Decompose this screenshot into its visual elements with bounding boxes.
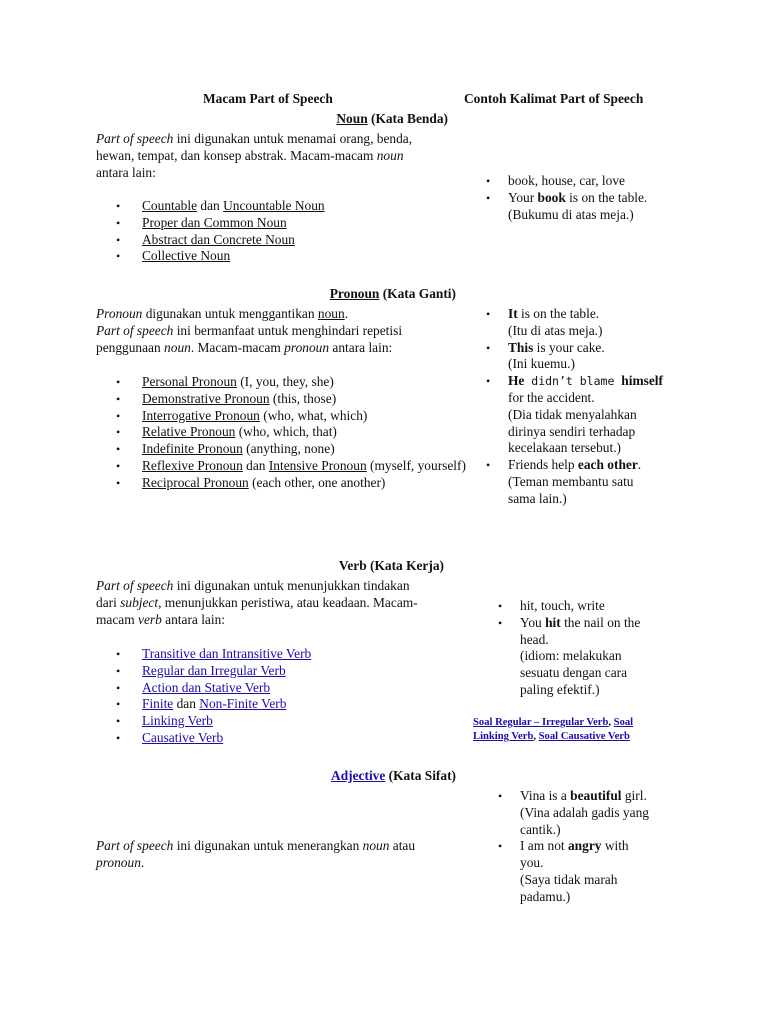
noun-title-word: Noun — [336, 111, 368, 126]
adjective-desc-line-1 — [96, 838, 476, 855]
link-separator: , — [533, 731, 539, 742]
pronoun-desc-line-3 — [96, 340, 466, 357]
list-item — [142, 215, 325, 232]
example-translation: padamu.) — [520, 888, 571, 904]
example-text: didn’t blame — [524, 374, 622, 389]
list-item-text: (who, what, which) — [259, 407, 368, 423]
example-text: the nail on the — [560, 614, 641, 630]
list-item — [142, 696, 311, 713]
desc-text: dari — [96, 594, 121, 610]
example-translation: paling efektif.) — [520, 681, 600, 697]
soal-regular-irregular-link[interactable]: Soal Regular – Irregular Verb — [473, 717, 609, 728]
desc-text: ini digunakan untuk menunjukkan tindakan — [173, 578, 410, 593]
list-item — [142, 424, 472, 441]
pronoun-title — [96, 286, 456, 303]
italic-text: pronoun — [96, 854, 141, 870]
verb-title: Verb (Kata Kerja) — [338, 558, 444, 573]
list-item-text: (this, those) — [269, 390, 337, 406]
linking-verb-link[interactable]: Linking Verb — [142, 713, 213, 729]
example-text: is on the table. — [565, 189, 648, 205]
soal-causative-verb-link[interactable]: Soal Causative Verb — [538, 731, 630, 742]
list-item — [142, 730, 311, 747]
list-item-text: Relative Pronoun — [142, 424, 236, 440]
example-text: is on the table. — [517, 306, 600, 321]
list-item-text: Countable — [142, 198, 198, 213]
pronoun-desc-line-1 — [96, 306, 466, 323]
verb-practice-links — [473, 716, 703, 744]
list-item — [142, 475, 472, 492]
italic-text: verb — [138, 611, 162, 627]
example-translation: (Teman membantu satu — [508, 473, 634, 489]
italic-text: noun — [362, 838, 390, 853]
example-text: for the accident. — [508, 389, 595, 405]
list-item — [520, 838, 700, 905]
desc-text: . — [344, 306, 349, 321]
noun-title — [96, 111, 448, 128]
list-item-text: Uncountable Noun — [223, 198, 325, 213]
transitive-verb-link[interactable]: Transitive dan Intransitive Verb — [142, 646, 312, 661]
example-translation: (Saya tidak marah — [520, 871, 618, 887]
list-item — [508, 340, 698, 374]
example-translation: (Vina adalah gadis yang — [520, 804, 649, 820]
pronoun-examples-list — [508, 306, 698, 508]
example-bold: angry — [567, 838, 602, 854]
list-item — [508, 373, 698, 457]
pronoun-description — [96, 306, 466, 356]
adjective-examples-list — [520, 788, 700, 906]
finite-verb-link[interactable]: Finite — [142, 696, 174, 712]
regular-verb-link[interactable]: Regular dan Irregular Verb — [142, 662, 286, 678]
example-text: is your cake. — [533, 339, 605, 355]
desc-text: ini digunakan untuk menerangkan — [173, 838, 363, 853]
example-translation: sama lain.) — [508, 490, 567, 506]
verb-desc-line-2 — [96, 595, 476, 612]
example-text: you. — [520, 855, 544, 871]
causative-verb-link[interactable]: Causative Verb — [142, 729, 224, 745]
list-item-text: dan — [242, 457, 269, 473]
list-item — [142, 646, 311, 663]
example-translation: (Itu di atas meja.) — [508, 322, 603, 338]
list-item — [520, 598, 700, 615]
adjective-title-rest: (Kata Sifat) — [385, 768, 456, 783]
header-left: Macam Part of Speech — [203, 91, 333, 106]
desc-text: antara lain: — [161, 611, 226, 627]
desc-text: ini bermanfaat untuk menghindari repetisi — [173, 322, 403, 338]
list-item — [142, 680, 311, 697]
pronoun-title-word: Pronoun — [329, 286, 380, 301]
noun-title-rest: (Kata Benda) — [367, 111, 448, 126]
list-item-text: (each other, one another) — [248, 474, 386, 490]
example-bold: each other — [577, 457, 638, 473]
list-item — [142, 458, 472, 475]
underlined-text: noun — [317, 306, 345, 321]
noun-types-list — [142, 198, 325, 265]
desc-text: macam — [96, 611, 139, 627]
italic-text: Part of speech — [96, 838, 174, 853]
list-item — [142, 248, 325, 265]
list-item-text: dan — [173, 696, 200, 712]
example-translation: kecelakaan tersebut.) — [508, 440, 622, 456]
italic-text: pronoun — [284, 339, 330, 355]
list-item-text: Collective Noun — [142, 248, 231, 264]
example-text: Vina is a — [520, 788, 571, 803]
pronoun-title-rest: (Kata Ganti) — [379, 286, 456, 301]
list-item — [142, 408, 472, 425]
italic-text: Part of speech — [96, 578, 174, 593]
list-item-text: Indefinite Pronoun — [142, 441, 243, 457]
list-item — [520, 615, 700, 699]
pronoun-desc-line-2 — [96, 323, 466, 340]
example-bold: hit — [545, 614, 561, 630]
desc-text: atau — [389, 838, 416, 853]
italic-text: noun — [164, 339, 191, 355]
desc-text: digunakan untuk menggantikan — [142, 306, 318, 321]
list-item-text: (who, which, that) — [235, 424, 337, 440]
desc-text: antara lain: — [329, 339, 393, 355]
example-bold: beautiful — [570, 788, 622, 803]
verb-types-list — [142, 646, 311, 747]
desc-text: , menunjukkan peristiwa, atau keadaan. Macam- — [158, 594, 418, 610]
list-item-text: Interrogative Pronoun — [142, 407, 260, 423]
example-text: Friends help — [508, 457, 578, 473]
example-translation: dirinya sendiri terhadap — [508, 423, 636, 439]
list-item-text: Reflexive Pronoun — [142, 457, 243, 473]
example-text: girl. — [621, 788, 647, 803]
verb-description — [96, 578, 476, 628]
non-finite-verb-link[interactable]: Non-Finite Verb — [199, 696, 287, 712]
example-bold: He — [508, 373, 525, 389]
header-right: Contoh Kalimat Part of Speech — [464, 91, 644, 106]
example-text: Your — [508, 189, 538, 205]
list-item-text: Reciprocal Pronoun — [142, 474, 249, 490]
list-item — [508, 173, 698, 190]
list-item-text: Personal Pronoun — [142, 374, 237, 389]
list-item — [508, 190, 698, 224]
list-item-text: Proper dan Common Noun — [142, 214, 287, 230]
list-item — [142, 663, 311, 680]
example-text: . — [637, 457, 642, 473]
list-item — [142, 391, 472, 408]
adjective-link[interactable]: Adjective — [331, 768, 386, 783]
soal-linking-word: Soal — [613, 717, 634, 728]
example-bold: This — [508, 339, 534, 355]
italic-text: subject — [120, 594, 159, 610]
list-item-text: dan — [197, 198, 224, 213]
italic-text: Pronoun — [96, 306, 143, 321]
noun-desc-text-2: antara lain: — [96, 164, 156, 180]
example-bold: It — [508, 306, 518, 321]
example-translation: cantik.) — [520, 821, 561, 837]
noun-desc-italic-2: noun — [376, 147, 404, 163]
example-translation: sesuatu dengan cara — [520, 665, 628, 681]
noun-desc-text-1: ini digunakan untuk menamai orang, benda, hewan, tempat, dan konsep abstrak. Macam-macam — [96, 131, 413, 163]
italic-text: Part of speech — [96, 322, 174, 338]
example-translation: (Ini kuemu.) — [508, 356, 575, 372]
example-bold: himself — [621, 373, 663, 389]
verb-examples-list — [520, 598, 700, 699]
list-item-text: (I, you, they, she) — [236, 374, 334, 389]
pronoun-types-list — [142, 374, 472, 492]
link-separator: , — [608, 717, 614, 728]
noun-desc-italic-1: Part of speech — [96, 131, 174, 146]
desc-text: . — [140, 854, 145, 870]
list-item — [142, 374, 472, 391]
example-text: hit, touch, write — [520, 598, 605, 613]
list-item — [142, 713, 311, 730]
action-verb-link[interactable]: Action dan Stative Verb — [142, 679, 271, 695]
list-item — [142, 198, 325, 215]
list-item-text: Abstract dan Concrete Noun — [142, 231, 295, 247]
noun-examples-list — [508, 173, 698, 223]
example-translation: (Bukumu di atas meja.) — [508, 206, 634, 222]
list-item — [508, 306, 698, 340]
example-text: You — [520, 614, 546, 630]
noun-description — [96, 131, 436, 181]
list-item-text: (myself, yourself) — [366, 457, 466, 473]
list-item — [142, 441, 472, 458]
example-text: with — [601, 838, 629, 854]
list-item-text: (anything, none) — [242, 441, 335, 457]
list-item — [520, 788, 700, 838]
list-item — [142, 232, 325, 249]
example-translation: (Dia tidak menyalahkan — [508, 406, 637, 422]
adjective-description — [96, 838, 476, 872]
soal-linking-rest: Linking Verb — [473, 731, 534, 742]
list-item-text: Intensive Pronoun — [268, 457, 367, 473]
example-text: head. — [520, 631, 549, 647]
desc-text: penggunaan — [96, 339, 165, 355]
list-item — [508, 457, 698, 507]
example-translation: (idiom: melakukan — [520, 648, 622, 664]
example-bold: book — [537, 189, 566, 205]
adjective-desc-line-2 — [96, 855, 476, 872]
desc-text: . Macam-macam — [190, 339, 285, 355]
adjective-title — [96, 768, 456, 785]
verb-desc-line-3 — [96, 612, 476, 629]
example-text: I am not — [520, 838, 568, 854]
verb-desc-line-1 — [96, 578, 476, 595]
list-item-text: Demonstrative Pronoun — [142, 390, 270, 406]
example-text: book, house, car, love — [508, 173, 625, 188]
